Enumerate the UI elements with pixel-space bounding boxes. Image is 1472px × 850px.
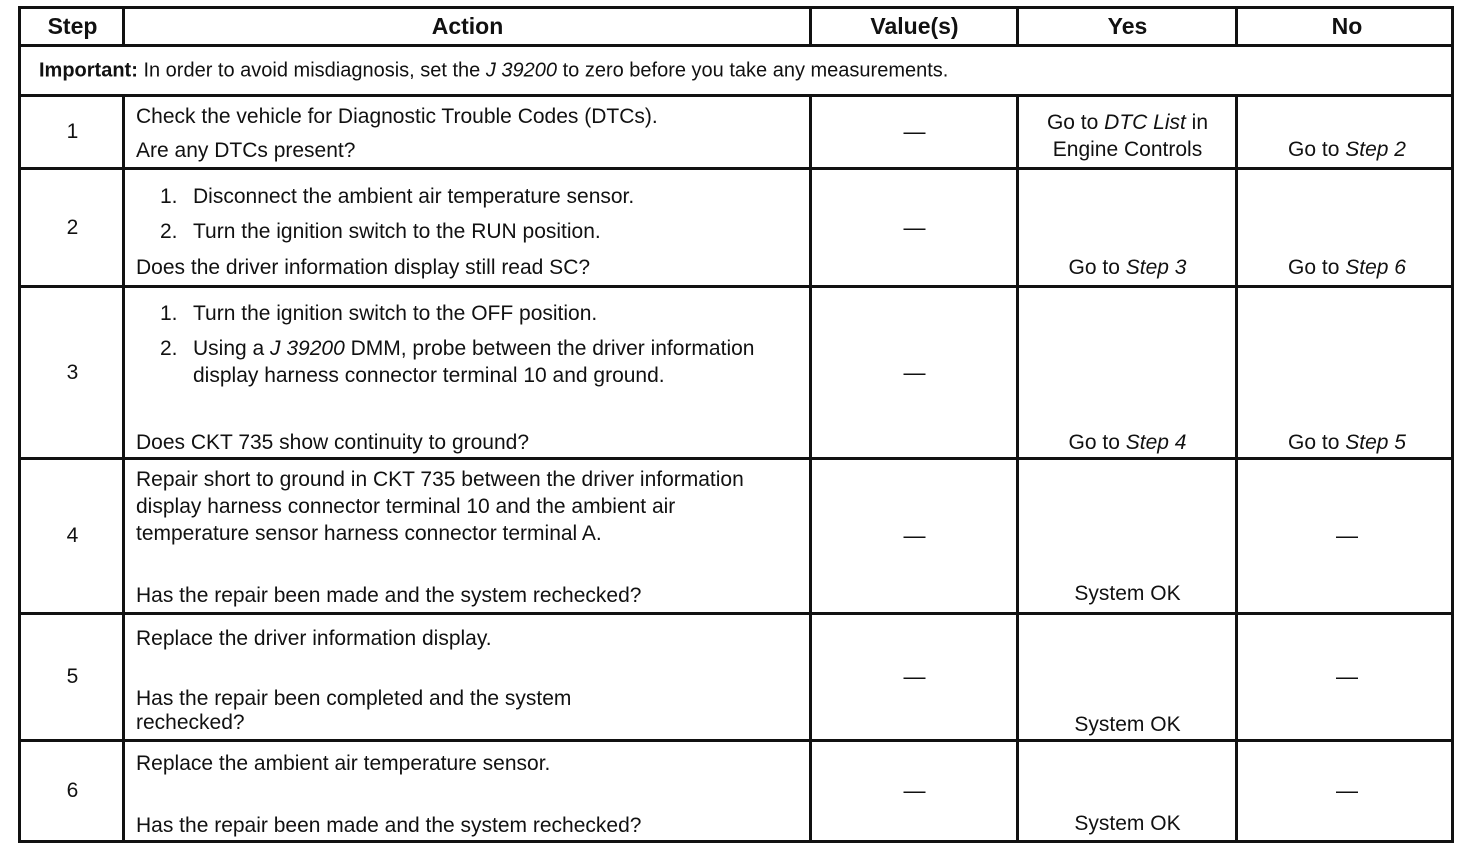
table-header	[18, 6, 1454, 44]
header-action: Action	[431, 13, 504, 39]
header-values: Value(s)	[870, 13, 959, 39]
action-cell: Replace the driver information display. Has the repair been completed and the system rechecked?	[136, 627, 572, 734]
table-row	[18, 94, 1454, 167]
header-no: No	[1331, 13, 1363, 39]
action-cell: 1. Turn the ignition switch to the OFF position. 2. Using a J 39200 DMM, probe between the driver information display harness connector terminal 10 and ground. Does CKT 735 show continuity to ground?	[136, 302, 755, 454]
table-row	[18, 457, 1454, 612]
table-row	[18, 612, 1454, 739]
header-yes: Yes	[1107, 13, 1148, 39]
yes-cell: Go to Step 3	[1068, 256, 1187, 279]
value-cell: —	[903, 523, 926, 548]
step-number: 6	[66, 779, 79, 802]
value-cell: —	[903, 778, 926, 803]
header-step: Step	[47, 13, 98, 39]
step-number: 3	[66, 360, 79, 384]
value-cell: —	[903, 119, 926, 144]
yes-cell: System OK	[1074, 812, 1181, 835]
important-note: Important: In order to avoid misdiagnosis, set the J 39200 to zero before you take any measurements.	[18, 44, 1454, 94]
step-number: 1	[66, 120, 79, 143]
table-row	[18, 167, 1454, 285]
tool-ref: J 39200	[485, 59, 558, 81]
step-number: 2	[66, 215, 79, 239]
action-cell: Repair short to ground in CKT 735 between the driver information display harness connector terminal 10 and the ambient air temperature sensor harness connector terminal A. Has the repair been made and the system rechecked?	[136, 468, 744, 607]
yes-cell: System OK	[1074, 713, 1181, 736]
table-row	[18, 739, 1454, 843]
value-cell: —	[903, 664, 926, 689]
yes-cell: Go to Step 4	[1068, 431, 1187, 454]
no-cell: —	[1336, 664, 1358, 689]
step-number: 4	[66, 524, 79, 547]
no-cell: Go to Step 2	[1288, 138, 1406, 161]
important-label: Important:	[39, 59, 138, 81]
yes-cell: Go to DTC List in Engine Controls	[1046, 111, 1209, 161]
action-cell: Check the vehicle for Diagnostic Trouble Codes (DTCs). Are any DTCs present?	[136, 105, 658, 162]
value-cell: —	[903, 359, 926, 385]
yes-cell: System OK	[1074, 582, 1181, 605]
no-cell: —	[1336, 523, 1358, 548]
no-cell: —	[1336, 778, 1358, 803]
no-cell: Go to Step 6	[1288, 256, 1406, 279]
table-row	[18, 285, 1454, 457]
action-cell: 1. Disconnect the ambient air temperature sensor. 2. Turn the ignition switch to the RUN position. Does the driver information display still read SC?	[136, 185, 635, 279]
step-number: 5	[66, 665, 79, 688]
no-cell: Go to Step 5	[1288, 431, 1406, 454]
value-cell: —	[903, 214, 926, 240]
action-cell: Replace the ambient air temperature sensor. Has the repair been made and the system rechecked?	[136, 752, 642, 837]
